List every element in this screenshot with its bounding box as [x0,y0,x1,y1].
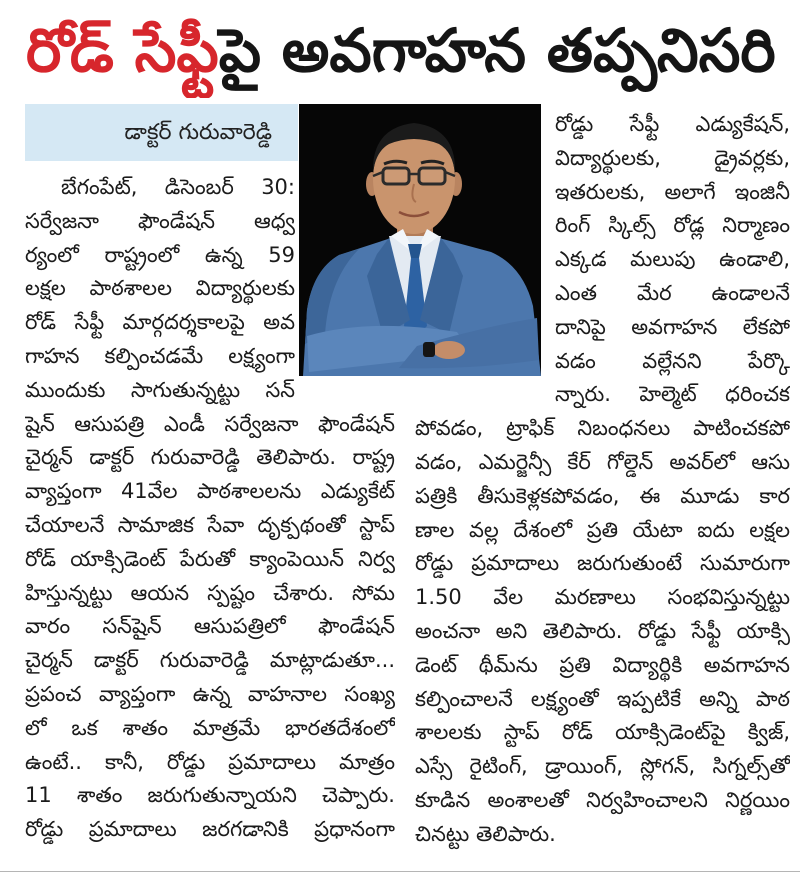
article-line: డెంట్ థీమ్‌ను ప్రతి విద్యార్థికి అవగాహన [415,652,790,677]
article-line: కూడిన అంశాలతో నిర్వహించాలని నిర్ణయిం [415,787,790,812]
article-line: కల్పించాలనే లక్ష్యంతో ఇప్పటికే అన్ని పాఠ [415,686,790,711]
article-line: అంచనా అని తెలిపారు. రోడ్డు సేఫ్టీ యాక్సి [415,618,790,643]
article-line: చేయాలనే సామాజిక సేవా దృక్పథంతో స్టాప్ [25,512,395,537]
headline [26,6,778,98]
article-line: ర్యంలో రాష్ట్రంలో ఉన్న 59 [25,242,295,267]
article-line: 11 శాతం జరుగుతున్నాయని చెప్పారు. [25,783,395,808]
article-line: ఉంటే.. కానీ, రోడ్డు ప్రమాదాలు మాత్రం [25,749,395,774]
article-line: రోడ్డు ప్రమాదాలు జరుగుతుంటే సుమారుగా [415,551,790,576]
article-line: న్నారు. హెల్మెట్ ధరించక [555,382,790,407]
article-line: వడం వల్లేనని పేర్కొ [555,348,790,373]
article-line: లక్షల పాఠశాలల విద్యార్థులకు [25,276,295,301]
article-line: ణాల వల్ల దేశంలో ప్రతి యేటా ఐదు లక్షల [415,517,790,542]
article-line: చైర్మన్ డాక్టర్ గురువారెడ్డి మాట్లాడుతూ... [25,648,395,673]
article-line: రోడ్ సేఫ్టీ మార్గదర్శకాలపై అవ [25,310,295,335]
article-line: రోడ్డు సేఫ్టీ ఎడ్యుకేషన్, [555,112,790,136]
article-line: విద్యార్థులకు, డ్రైవర్లకు, [555,145,790,170]
article-line: వారం సన్‌షైన్ ఆసుపత్రిలో ఫౌండేషన్ [25,614,395,639]
article-line: పోవడం, ట్రాఫిక్ నిబంధనలు పాటించకపో [415,416,790,441]
article-right-column [415,108,790,852]
headline-rest: పై అవగాహన తప్పనిసరి [218,17,776,86]
headline-highlight: రోడ్ సేఫ్టీ [26,17,219,86]
article-line: హిస్తున్నట్టు ఆయన స్పష్టం చేశారు. సోమ [25,580,395,605]
article-line: శాలలకు స్టాప్ రోడ్ యాక్సిడెంట్‌పై క్విజ్, [415,720,790,745]
article-line-last: చినట్టు తెలిపారు. [415,821,556,846]
article-line: సర్వేజనా ఫౌండేషన్ ఆధ్వ [25,208,295,233]
article-line: ఎక్కడ మలుపు ఉండాలి, [555,247,790,272]
byline-box [25,104,298,161]
article-line: వడం, ఎమర్జెన్సీ కేర్ గోల్డెన్ అవర్‌లో ఆసు [415,449,790,474]
article-line: వ్యాప్తంగా 41వేల పాఠశాలలను ఎడ్యుకేట్ [25,479,395,504]
article-line: గాహన కల్పించడమే లక్ష్యంగా [25,343,295,368]
byline-author: డాక్టర్ గురువారెడ్డి [124,120,272,145]
article-line: ముందుకు సాగుతున్నట్టు సన్ [25,377,295,402]
article-line: ప్రపంచ వ్యాప్తంగా ఉన్న వాహనాల సంఖ్య [25,681,395,706]
article-line: దానిపై అవగాహన లేకపో [555,314,790,339]
article-line: లో ఒక శాతం మాత్రమే భారతదేశంలో [25,715,395,740]
article-line: పత్రికి తీసుకెళ్లకపోవడం, ఈ మూడు కార [415,483,790,508]
dateline: బేగంపేట్, డిసెంబర్ 30: [61,175,295,199]
article-line: ఇతరులకు, అలాగే ఇంజినీ [555,179,790,204]
article-line: షైన్ ఆసుపత్రి ఎండీ సర్వేజనా ఫౌండేషన్ [25,411,395,436]
article-line: ఎంత మేర ఉండాలనే [555,280,790,305]
article-line: చైర్మన్ డాక్టర్ గురువారెడ్డి తెలిపారు. రాష్ట్ర [25,445,395,470]
article-line: రోడ్ యాక్సిడెంట్ పేరుతో క్యాంపెయిన్ నిర్వ [25,546,395,571]
article-line: 1.50 వేల మరణాలు సంభవిస్తున్నట్టు [415,585,790,610]
article-line: ఎస్సే రైటింగ్, డ్రాయింగ్, స్లోగన్, సిగ్నల్స్‌తో [415,754,790,779]
bottom-rule [0,871,800,872]
article-line: రోడ్డు ప్రమాదాలు జరగడానికి ప్రధానంగా [25,817,395,842]
article-left-column [25,171,395,847]
article-line: రింగ్ స్కిల్స్ రోడ్ల నిర్మాణం [555,213,790,238]
